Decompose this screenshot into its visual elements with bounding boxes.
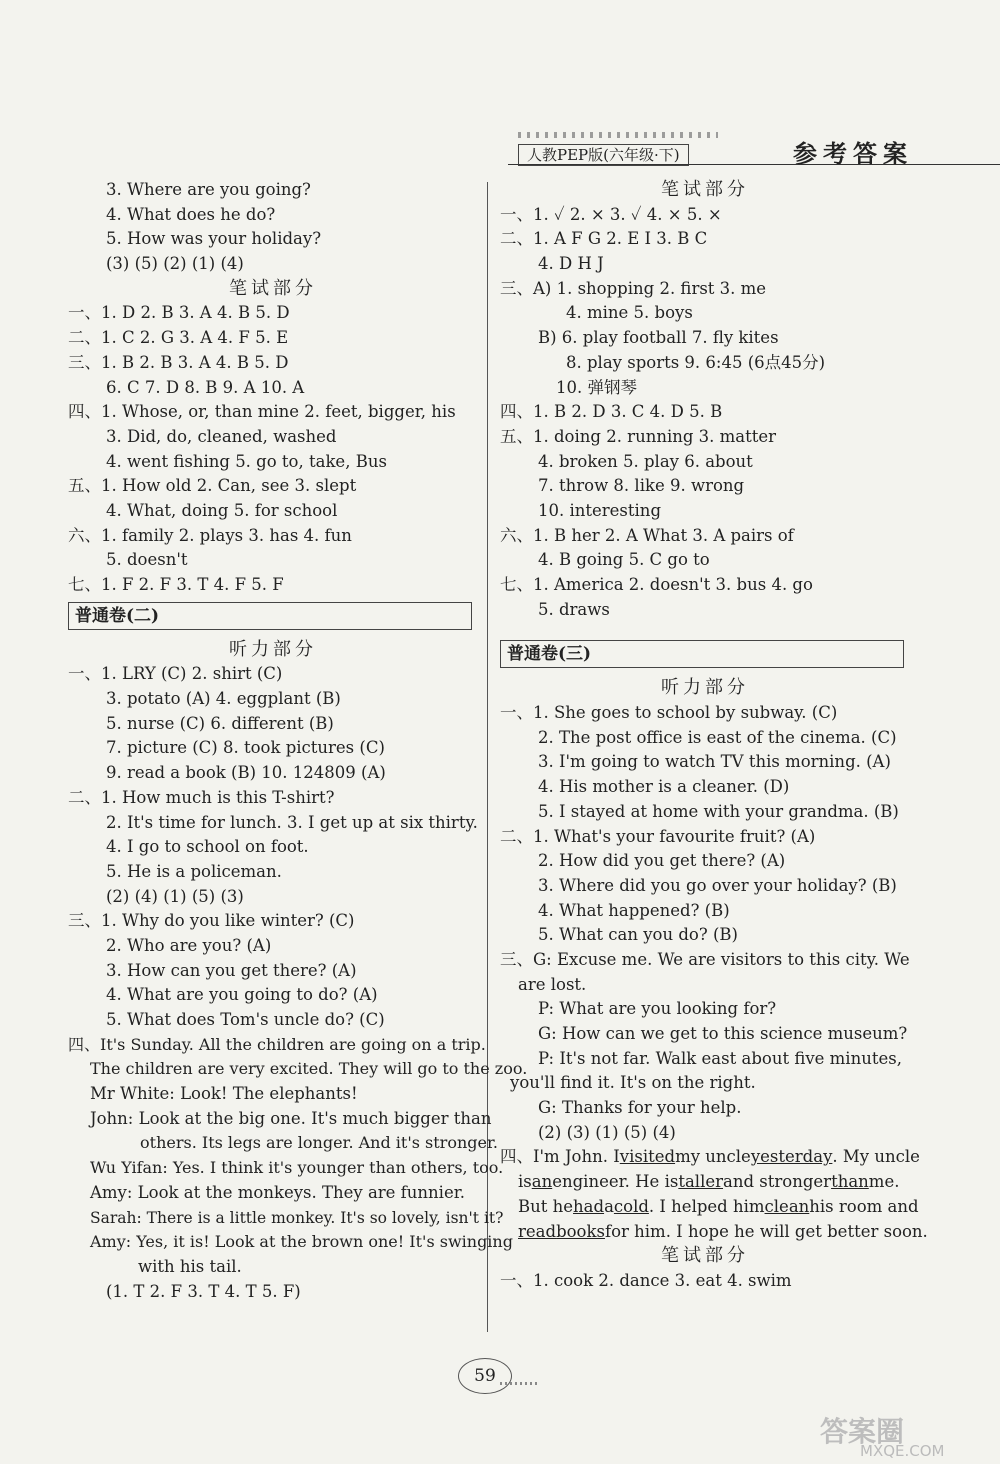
answer-line: 4. mine 5. boys (566, 303, 693, 323)
answer-line: 10. interesting (538, 500, 662, 520)
answer-line: 三、1. Why do you like winter? (C) (68, 911, 355, 931)
answer-line: Amy: Look at the monkeys. They are funnier. (90, 1182, 466, 1202)
answer-line: 二、1. How much is this T-shirt? (68, 787, 335, 807)
answer-line: (3) (5) (2) (1) (4) (106, 254, 244, 274)
watermark-logo: 答案圈 (820, 1415, 905, 1448)
answer-line: Amy: Yes, it is! Look at the brown one! It's swinging (90, 1232, 513, 1252)
right-column (500, 178, 928, 1294)
answer-line: 2. Who are you? (A) (106, 935, 272, 955)
passage-line: 四、I'm John. Ivisitedmy uncleyesterday. My uncle (500, 1145, 910, 1170)
answer-line: 四、It's Sunday. All the children are going on a trip. (68, 1034, 486, 1054)
answer-line: 3. How can you get there? (A) (106, 960, 357, 980)
answer-line: (2) (4) (1) (5) (3) (106, 886, 244, 906)
answer-line: with his tail. (138, 1256, 242, 1276)
underlined-word: visited (619, 1147, 676, 1167)
answer-line: 5. nurse (C) 6. different (B) (106, 713, 334, 733)
answer-line: 8. play sports 9. 6:45 (6点45分) (566, 352, 826, 372)
header-dots (518, 132, 718, 138)
answer-line: 9. read a book (B) 10. 124809 (A) (106, 763, 386, 783)
answer-line: 4. D H J (538, 254, 604, 274)
page-number: 59 (458, 1358, 512, 1394)
answer-line: are lost. (518, 974, 587, 994)
answer-line: 7. picture (C) 8. took pictures (C) (106, 738, 385, 758)
answer-line: Mr White: Look! The elephants! (90, 1084, 358, 1104)
answer-line: 5. I stayed at home with your grandma. (B) (538, 801, 899, 821)
answer-line: 10. 弹钢琴 (556, 377, 637, 397)
underlined-word: taller (678, 1172, 724, 1192)
answer-line: 4. What are you going to do? (A) (106, 985, 378, 1005)
answer-line: 5. doesn't (106, 550, 188, 570)
section-title-written: 笔试部分 (661, 179, 749, 200)
answer-line: 3. potato (A) 4. eggplant (B) (106, 689, 341, 709)
answer-line: 4. I go to school on foot. (106, 837, 309, 857)
watermark-url: MXQE.COM (860, 1442, 945, 1460)
answer-line: 5. What does Tom's uncle do? (C) (106, 1010, 385, 1029)
answer-line: 4. broken 5. play 6. about (538, 451, 753, 471)
underlined-word: cold (613, 1196, 649, 1216)
answer-line: 4. What happened? (B) (538, 900, 730, 920)
section-title-written: 笔试部分 (661, 1245, 749, 1267)
answer-line: B) 6. play football 7. fly kites (538, 328, 779, 348)
answer-line: you'll find it. It's on the right. (510, 1073, 756, 1093)
left-column (68, 178, 528, 1304)
underlined-word: than (831, 1172, 869, 1192)
answer-line: Sarah: There is a little monkey. It's so lovely, isn't it? (90, 1208, 504, 1227)
answer-line: G: Thanks for your help. (538, 1098, 742, 1118)
answer-line: (1. T 2. F 3. T 4. T 5. F) (106, 1281, 301, 1301)
header-title: 参考答案 (793, 139, 913, 168)
answer-line: 四、1. Whose, or, than mine 2. feet, bigger, his (68, 402, 456, 422)
answer-line: John: Look at the big one. It's much bigger than (90, 1108, 492, 1128)
answer-line: 4. His mother is a cleaner. (D) (538, 777, 790, 797)
passage-line: But hehadacold. I helped himcleanhis room and (500, 1195, 910, 1220)
answer-line: 4. went fishing 5. go to, take, Bus (106, 451, 387, 471)
answer-line: 一、1. ✓ 2. × 3. ✓ 4. × 5. × (500, 204, 722, 224)
answer-line: 四、1. B 2. D 3. C 4. D 5. B (500, 402, 723, 422)
answer-line: 5. What can you do? (B) (538, 925, 738, 945)
answer-line: 七、1. America 2. doesn't 3. bus 4. go (500, 575, 813, 594)
paper-label: 普通卷(三) (500, 640, 904, 668)
paper-label: 普通卷(二) (68, 602, 472, 630)
underlined-word: yesterday (750, 1147, 833, 1167)
underlined-word: read (518, 1221, 557, 1241)
answer-line: 一、1. cook 2. dance 3. eat 4. swim (500, 1270, 792, 1290)
answer-line: 3. I'm going to watch TV this morning. (A) (538, 752, 891, 772)
answer-line: 三、G: Excuse me. We are visitors to this city. We (500, 949, 910, 969)
answer-line: 七、1. F 2. F 3. T 4. F 5. F (68, 575, 284, 594)
answer-line: 3. Did, do, cleaned, washed (106, 426, 337, 446)
answer-line: 一、1. LRY (C) 2. shirt (C) (68, 664, 283, 684)
answer-line: 一、1. D 2. B 3. A 4. B 5. D (68, 303, 290, 323)
section-title-listening: 听力部分 (661, 677, 749, 699)
answer-line: G: How can we get to this science museum? (538, 1024, 908, 1043)
answer-line: 4. What does he do? (106, 204, 276, 224)
answer-line: (2) (3) (1) (5) (4) (538, 1122, 676, 1142)
answer-line: P: What are you looking for? (538, 999, 777, 1019)
underlined-word: an (531, 1172, 553, 1192)
answer-line: 三、A) 1. shopping 2. first 3. me (500, 278, 767, 298)
answer-line: 2. The post office is east of the cinema. (C) (538, 727, 897, 747)
page-header (508, 130, 998, 166)
answer-line: 6. C 7. D 8. B 9. A 10. A (106, 377, 305, 397)
header-rule (508, 164, 1000, 165)
answer-line: 4. B going 5. C go to (538, 550, 710, 570)
answer-line: 五、1. How old 2. Can, see 3. slept (68, 476, 357, 496)
underlined-word: clean (764, 1196, 810, 1216)
answer-line: The children are very excited. They will go to the zoo. (90, 1059, 528, 1079)
page-number-decoration (500, 1382, 540, 1385)
underlined-word: had (573, 1196, 605, 1216)
answer-line: 三、1. B 2. B 3. A 4. B 5. D (68, 352, 289, 372)
answer-line: 3. Where did you go over your holiday? (B) (538, 875, 897, 895)
answer-line: 3. Where are you going? (106, 180, 311, 199)
answer-line: 7. throw 8. like 9. wrong (538, 476, 745, 496)
answer-line: 六、1. family 2. plays 3. has 4. fun (68, 525, 352, 545)
answer-line: 二、1. A F G 2. E I 3. B C (500, 229, 708, 249)
edition-label: 人教PEP版(六年级·下) (518, 144, 689, 166)
answer-line: 二、1. What's your favourite fruit? (A) (500, 826, 816, 846)
answer-line: 5. draws (538, 599, 610, 619)
answer-line: 六、1. B her 2. A What 3. A pairs of (500, 525, 794, 545)
answer-line: others. Its legs are longer. And it's stronger. (140, 1133, 498, 1153)
passage-line: isanengineer. He istallerand strongerthanme. (500, 1170, 910, 1195)
answer-line: 五、1. doing 2. running 3. matter (500, 426, 777, 446)
answer-line: Wu Yifan: Yes. I think it's younger than others, too. (90, 1158, 504, 1178)
answer-line: 2. It's time for lunch. 3. I get up at six thirty. (106, 812, 478, 832)
answer-line: 一、1. She goes to school by subway. (C) (500, 703, 838, 723)
passage-line: readbooksfor him. I hope he will get better soon. (500, 1220, 910, 1245)
underlined-word: books (556, 1221, 605, 1241)
answer-line: 5. He is a policeman. (106, 861, 282, 881)
answer-line: 4. What, doing 5. for school (106, 500, 338, 520)
answer-line: 5. How was your holiday? (106, 229, 322, 249)
answer-line: 2. How did you get there? (A) (538, 851, 786, 871)
answer-line: P: It's not far. Walk east about five minutes, (538, 1048, 902, 1068)
answer-line: 二、1. C 2. G 3. A 4. F 5. E (68, 328, 289, 348)
section-title-listening: 听力部分 (229, 638, 317, 660)
section-title-written: 笔试部分 (229, 277, 317, 299)
